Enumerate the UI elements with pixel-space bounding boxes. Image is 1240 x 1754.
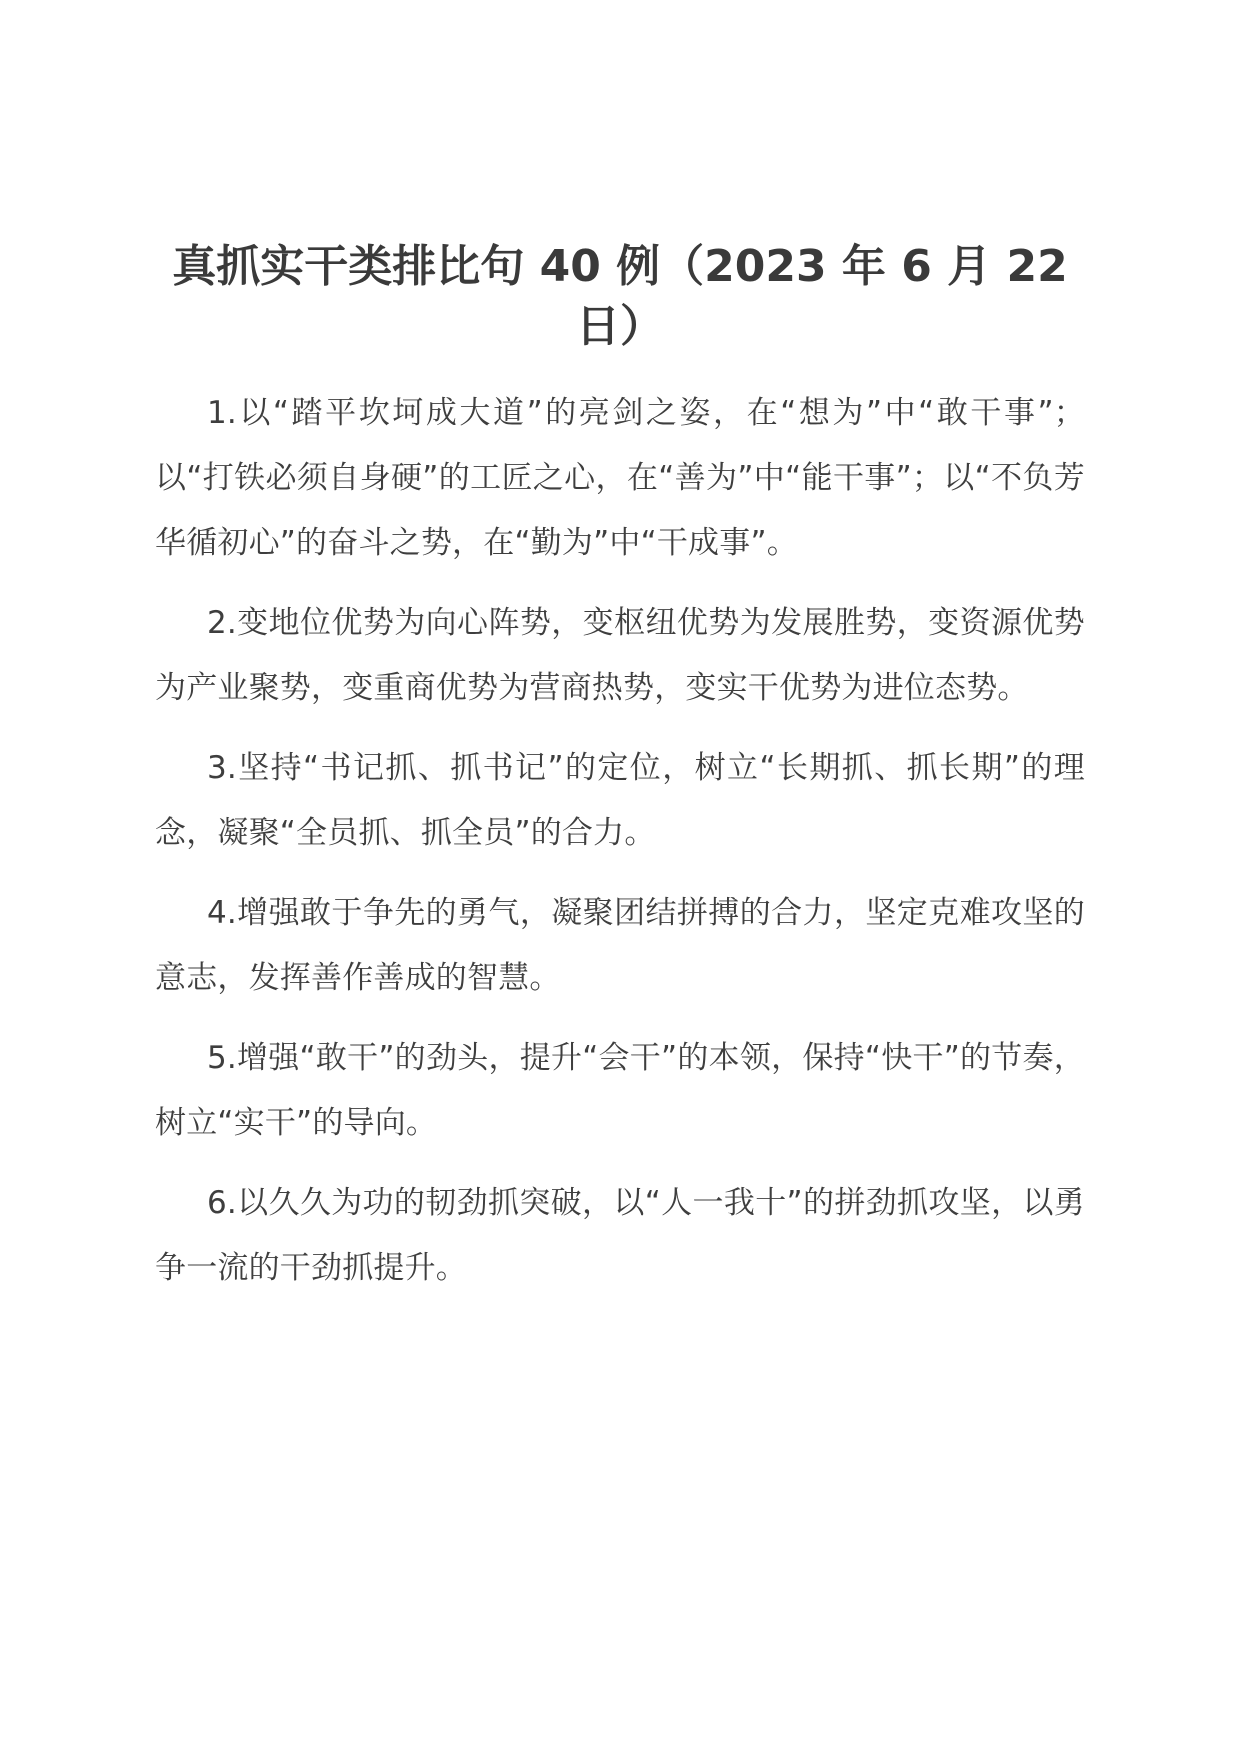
paragraph-4: 4.增强敢于争先的勇气，凝聚团结拼搏的合力，坚定克难攻坚的意志，发挥善作善成的智慧。 (155, 895, 1085, 996)
paragraph-2: 2.变地位优势为向心阵势，变枢纽优势为发展胜势，变资源优势为产业聚势，变重商优势为营商热势，变实干优势为进位态势。 (155, 605, 1085, 706)
paragraph-6: 6.以久久为功的韧劲抓突破，以“人一我十”的拼劲抓攻坚，以勇争一流的干劲抓提升。 (155, 1185, 1085, 1286)
paragraph-1: 1.以“踏平坎坷成大道”的亮剑之姿，在“想为”中“敢干事”；以“打铁必须自身硬”的工匠之心，在“善为”中“能干事”；以“不负芳华循初心”的奋斗之势，在“勤为”中“干成事”。 (155, 395, 1085, 561)
paragraph-5: 5.增强“敢干”的劲头，提升“会干”的本领，保持“快干”的节奏，树立“实干”的导向。 (155, 1040, 1085, 1141)
paragraph-3: 3.坚持“书记抓、抓书记”的定位，树立“长期抓、抓长期”的理念，凝聚“全员抓、抓全员”的合力。 (155, 750, 1085, 851)
document-body (155, 381, 1085, 1316)
document-title: 真抓实干类排比句 40 例（2023 年 6 月 22 日） (172, 241, 1068, 352)
